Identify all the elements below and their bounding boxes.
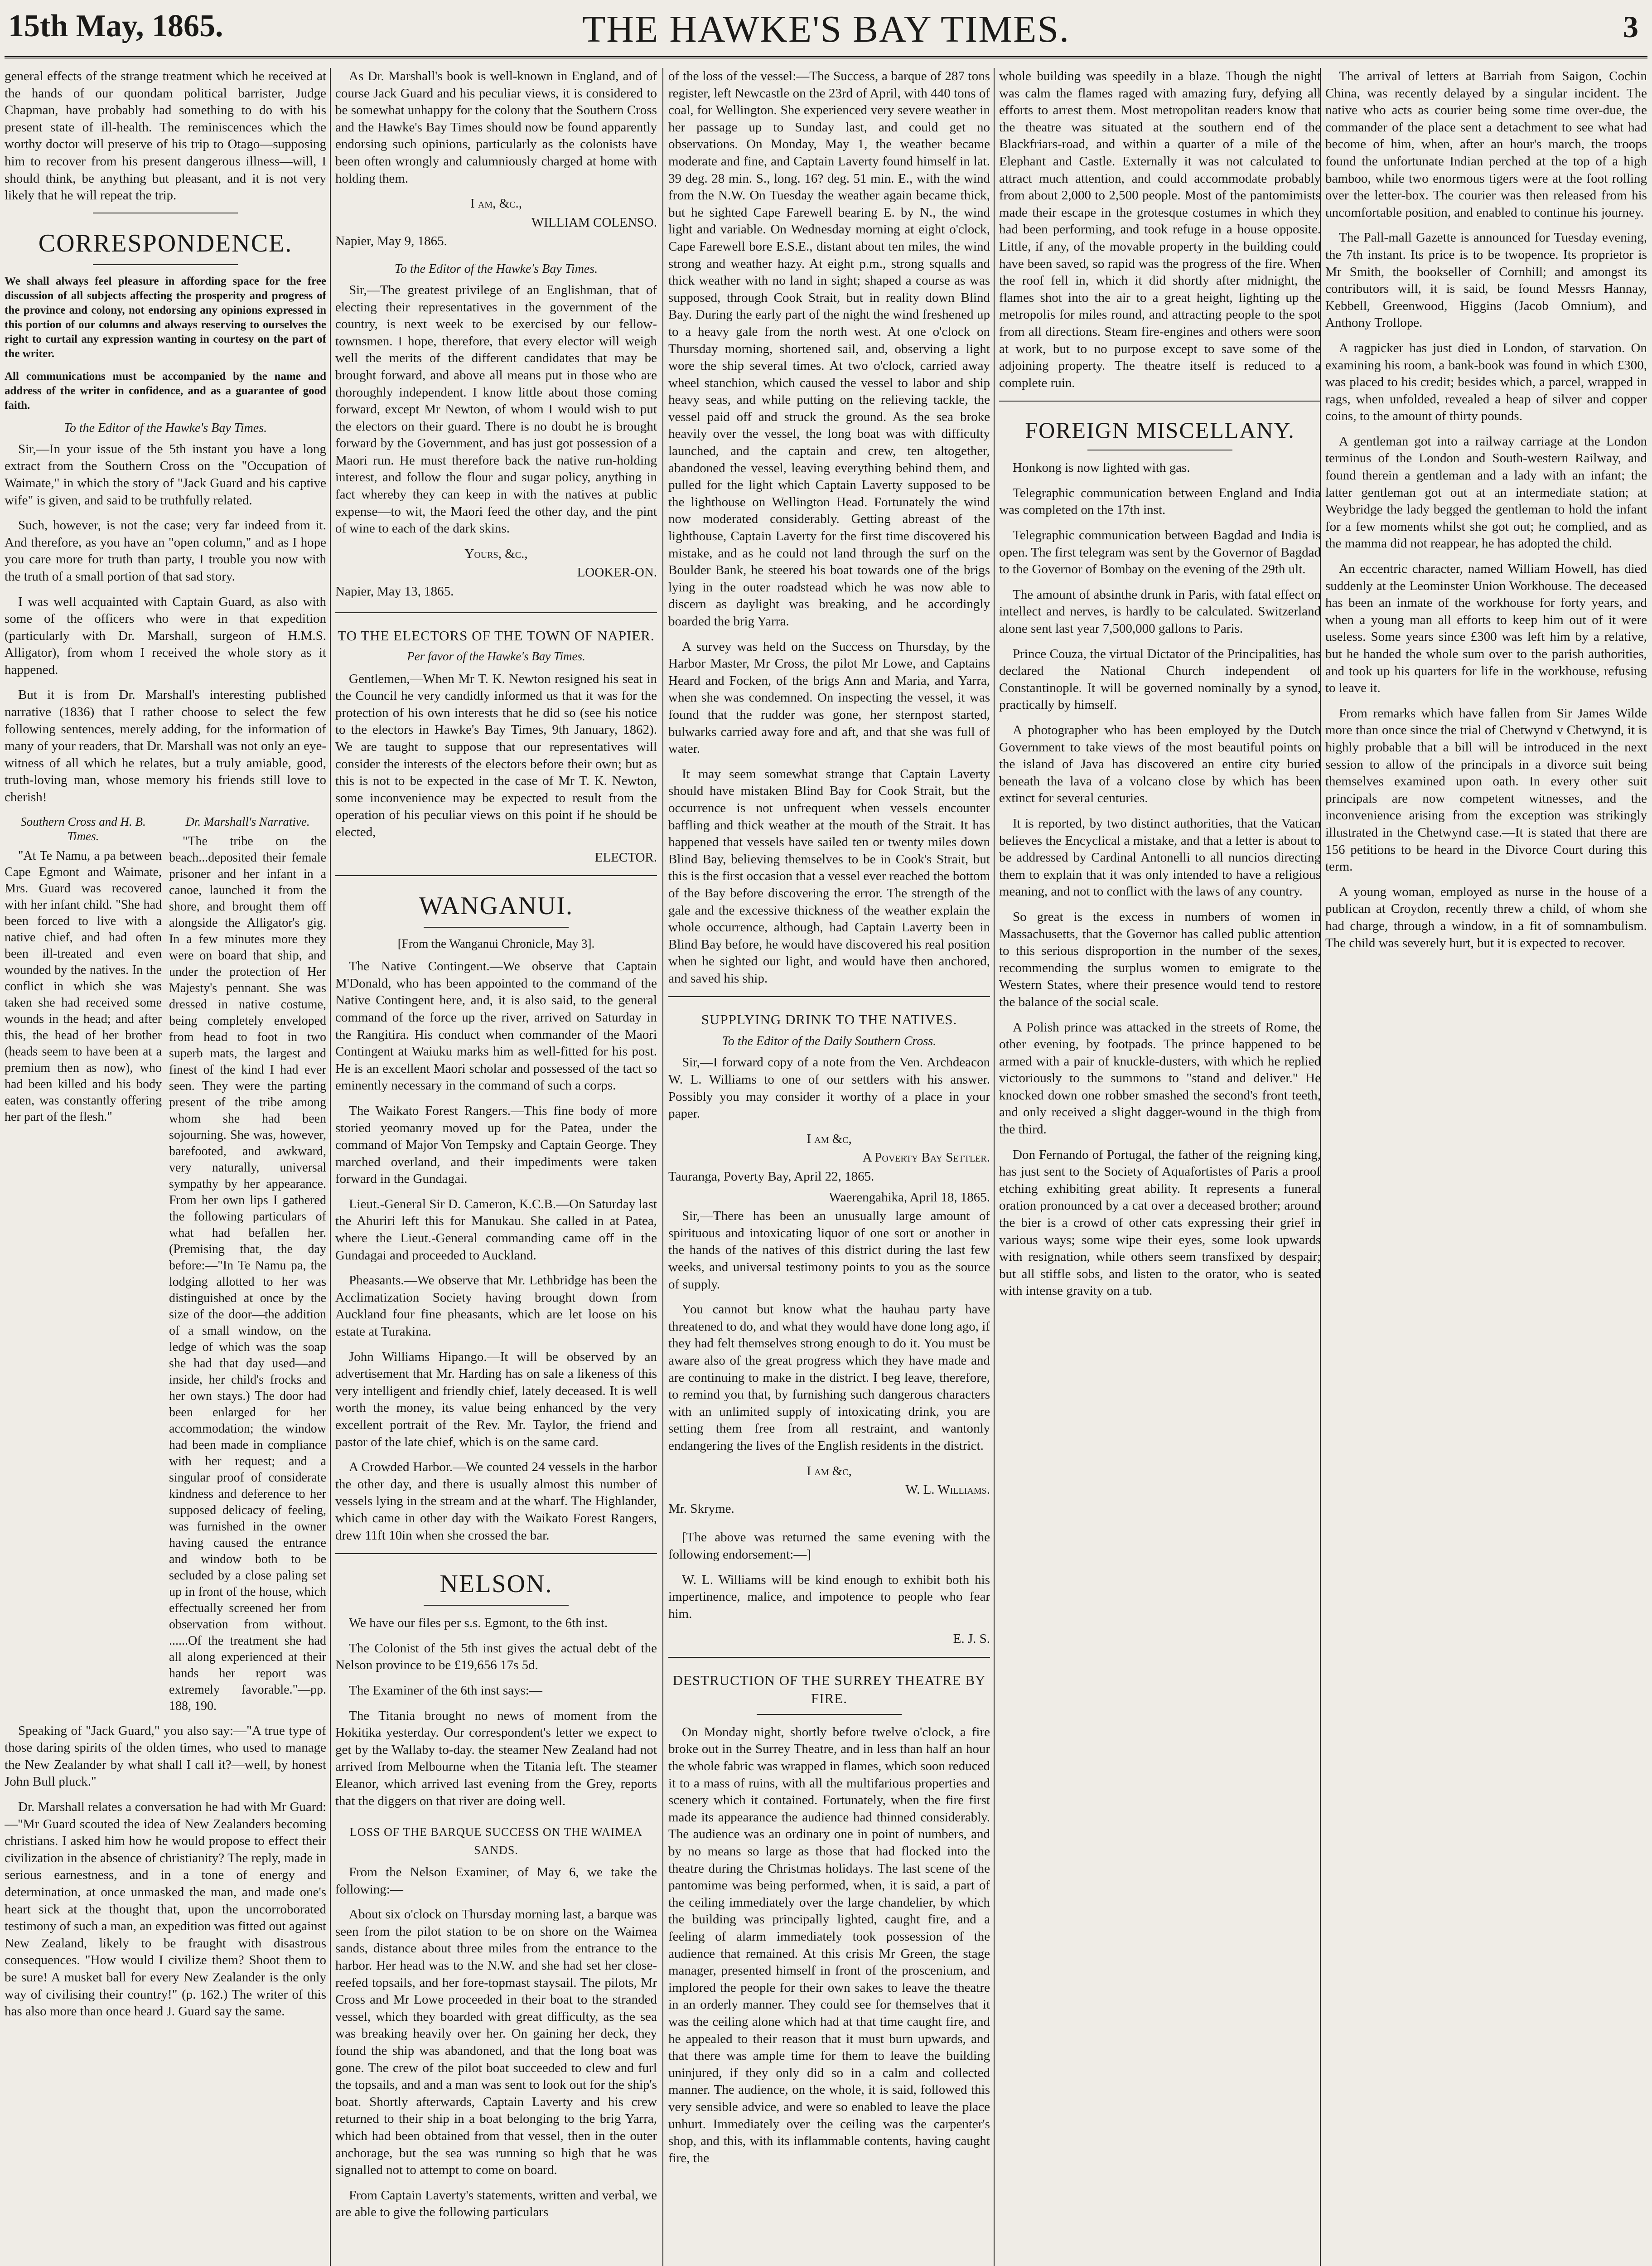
news-item: From Captain Laverty's statements, written and verbal, we are able to give the following particulars bbox=[335, 2188, 657, 2220]
letter-paragraph: As Dr. Marshall's book is well-known in England, and of course Jack Guard and his peculiar views, it is considered to be somewhat unhappy for the colony that the Southern Cross and the Hawke's Bay Times should now be found apparently endorsing such opinions, particularly as the colonists have been often wrongly and calumniously charged at home with holding them. bbox=[335, 69, 657, 186]
news-item: It is reported, by two distinct authorities, that the Vatican believes the Encyclical a mistake, and that a letter is about to be addressed by Cardinal Antonelli to all nuncios directing them to explain that it was only intended to have a religious meaning, and not to conflict with the laws of any country. bbox=[999, 816, 1321, 899]
comparison-left-heading: Southern Cross and H. B. Times. bbox=[20, 814, 146, 843]
letter-paragraph: Such, however, is not the case; very far indeed from it. And therefore, as you have an "open column," and as I hope you care more for truth than party, I trouble you now with the truth of a small portion of that sad story. bbox=[5, 518, 326, 584]
news-item: An eccentric character, named William Howell, has died suddenly at the Leominster Union Workhouse. The deceased has been an inmate of the workhouse for forty years, and when a young man all efforts to keep him out of it were useless. Some years since £300 was left him by a relative, but he handed the whole sum over to the parish authorities, and took up his quarters for life in the workhouse, refusing to leave it. bbox=[1325, 562, 1647, 696]
letter-paragraph: Sir,—There has been an unusually large amount of spirituous and intoxicating liquor of one sort or another in the hands of the natives of this district during the last few weeks, and universal testimony points to you as the source of supply. bbox=[668, 1209, 990, 1292]
letter-closing: I am &c, bbox=[807, 1131, 852, 1146]
section-heading-electors: TO THE ELECTORS OF THE TOWN OF NAPIER. bbox=[338, 627, 655, 644]
divider bbox=[999, 401, 1321, 402]
letter-paragraph: Sir,—In your issue of the 5th instant you have a long extract from the Southern Cross on the "Occupation of Waimate," in which the story of "Jack Guard and his captive wife" is given, and said to be truthfully related. bbox=[5, 441, 326, 508]
letter-place-date: Tauranga, Poverty Bay, April 22, 1865. bbox=[668, 1169, 874, 1184]
divider bbox=[93, 264, 238, 265]
news-item: The arrival of letters at Barriah from Saigon, Cochin China, was recently delayed by a singular incident. The native who acts as courier being some time over-due, the commander of the place sent a detachment to see what had become of him, when, after an hour's march, the troops found the unfortunate Indian perched at the top of a high bamboo, while two enormous tigers were at the foot rolling over the letter-box. The courier was then released from his uncomfortable position, and enabled to continue his journey. bbox=[1325, 69, 1647, 220]
divider bbox=[668, 996, 990, 997]
news-item: Don Fernando of Portugal, the father of the reigning king, has just sent to the Society of Aquafortistes of Paris a proof etching exhibiting great ability. It represents a funeral oration pronounced by a cat over a deceased brother; around the bier is a crowd of other cats expressing their grief in various ways; some wipe their eyes, some look upwards with resignation, while others seem transfixed by despair; but all stiffle sobs, and listen to the orator, who is seated with intense gravity on a tub. bbox=[999, 1147, 1321, 1298]
letter-signature: ELECTOR. bbox=[594, 850, 657, 865]
section-heading-wanganui: WANGANUI. bbox=[419, 892, 573, 920]
issue-date: 15th May, 1865. bbox=[8, 9, 223, 44]
news-item: John Williams Hipango.—It will be observed by an advertisement that Mr. Harding has on sale a likeness of this very intelligent and friendly chief, lately deceased. It is well worth the money, its value being enhanced by the very excellent portrait of the Rev. Mr. Taylor, the friend and pastor of the late chief, which is on the same card. bbox=[335, 1349, 657, 1449]
section-subheading: Per favor of the Hawke's Bay Times. bbox=[407, 649, 585, 663]
letter-paragraph: W. L. Williams will be kind enough to exhibit both his impertinence, malice, and impotence to people who fear him. bbox=[668, 1572, 990, 1621]
news-item: Prince Couza, the virtual Dictator of the Principalities, has declared the National Church independent of Constantinople. It will be governed nominally by a synod, practically by himself. bbox=[999, 646, 1321, 712]
comparison-left-text: "At Te Namu, a pa between Cape Egmont and Waimate, Mrs. Guard was recovered with her infant child. "She had been forced to live with a native chief, and had often been ill-treated and even wounded by the natives. In the conflict in which she was taken she had received some wounds in the head; and after this, the head of her brother (heads seem to have been at a premium then as now), who had been killed and his body eaten, was constantly offering her part of the flesh." bbox=[5, 848, 162, 1124]
source-note: [From the Wanganui Chronicle, May 3]. bbox=[397, 937, 595, 951]
news-item: A ragpicker has just died in London, of starvation. On examining his room, a bank-book was found in which £300, was placed to his credit; besides which, a parcel, wrapped in rags, when unfolded, revealed a heap of silver and copper coins, to the amount of thirty pounds. bbox=[1325, 340, 1647, 424]
article-paragraph: general effects of the strange treatment which he received at the hands of our quondam political barrister, Judge Chapman, have probably had something to do with his present state of ill-health. The reminiscences which the worthy doctor will preserve of his trip to Otago—supposing him to recover from his present dangerous illness—will, I should think, be anything but pleasant, and it is not very likely that he will repeat the trip. bbox=[5, 69, 326, 203]
news-item: So great is the excess in numbers of women in Massachusetts, that the Governor has called public attention to this serious disproportion in the number of the sexes, recommending the surplus women to emigrate to the Western States, where their presence would tend to restore the balance of the social scale. bbox=[999, 909, 1321, 1009]
article-paragraph: On Monday night, shortly before twelve o'clock, a fire broke out in the Surrey Theatre, and in less than half an hour the whole fabric was wrapped in flames, which soon reduced it to a mass of ruins, with all the multifarious properties and scenery which it contained. Fortunately, when the fire first made its appearance the audience had thinned considerably. The audience was an ordinary one in point of numbers, and by no means so large as those that had flocked into the theatre during the Christmas holidays. The last scene of the pantomime was being performed, when, it is said, a part of the ceiling immediately over the large chandelier, by which the building was principally lighted, caught fire, and a feeling of alarm immediately took possession of the audience that remained. At this crisis Mr Green, the stage manager, presented himself in front of the proscenium, and implored the people for their own sakes to leave the theatre in an orderly manner. They could see for themselves that it was the ceiling alone which had at that time caught fire, and he appealed to their reason that it must burn upwards, and that there was ample time for them to leave the building uninjured, if they only did so in a calm and collected manner. The audience, on the whole, it is said, followed this very sensible advice, and were so enabled to leave the place unhurt. Immediately over the ceiling was the carpenter's shop, and this, with its inflammable contents, having caught fire, the bbox=[668, 1724, 990, 2165]
news-item: Telegraphic communication between England and India was completed on the 17th inst. bbox=[999, 485, 1321, 518]
column-4 bbox=[999, 68, 1321, 2266]
letter-paragraph: You cannot but know what the hauhau party have threatened to do, and what they would have done long ago, if they had felt themselves strong enough to do it. You must be aware also of the great progress which they have made and are continuing to make in the district. I beg leave, therefore, to remind you that, by furnishing such dangerous characters with an unlimited supply of intoxicating drink, you are setting them free from all restraint, and wantonly endangering the lives of the English residents in the district. bbox=[668, 1302, 990, 1453]
section-heading-surrey: DESTRUCTION OF THE SURREY THEATRE BY FIRE. bbox=[672, 1672, 986, 1706]
letter-signature: E. J. S. bbox=[953, 1632, 990, 1646]
divider bbox=[335, 875, 657, 876]
news-item: We have our files per s.s. Egmont, to the 6th inst. bbox=[349, 1616, 608, 1631]
news-item: About six o'clock on Thursday morning last, a barque was seen from the pilot station to be on shore on the Waimea sands, distance about three miles from the entrance to the harbor. Her head was to the N.W. and she had set her close-reefed topsails, and her fore-topmast staysail. The pilots, Mr Cross and Mr Lowe proceeded in their boat to the stranded vessel, which they boarded with great difficulty, as the sea was breaking heavily over her. On gaining her deck, they found the ship was abandoned, and that the long boat was gone. The crew of the pilot boat succeeded to clew and furl the topsails, and and a man was sent to look out for the ship's boat. Shortly afterwards, Captain Laverty and his crew returned to their ship in a boat belonging to the brig Yarra, which had been obtained from that vessel, then in the outer anchorage, but the sea was running so high that he was signalled not to attempt to come on board. bbox=[335, 1907, 657, 2178]
letter-paragraph: Sir,—I forward copy of a note from the Ven. Archdeacon W. L. Williams to one of our settlers with his answer. Possibly you may consider it worthy of a place in your paper. bbox=[668, 1055, 990, 1121]
article-paragraph: whole building was speedily in a blaze. Though the night was calm the flames raged with amazing fury, defying all efforts to arrest them. Most metropolitan readers know that the theatre was situated at the southern end of the Blackfriars-road, and within a quarter of a mile of the Elephant and Castle. Externally it was not calculated to attract much attention, and could accommodate probably from about 2,000 to 2,500 people. Most of the pantomimists made their escape in the grotesque costumes in which they had been performing, and took refuge in a house opposite. Little, if any, of the movable property in the building could have been saved, so rapid was the progress of the fire. When the roof fell in, which it did shortly after midnight, the flames shot into the air to a great height, lighting up the metropolis for miles round, and attracting people to the spot from all directions. Steam fire-engines and others were soon at work, but to no purpose except to save some of the adjoining property. The theatre itself is reduced to a complete ruin. bbox=[999, 69, 1321, 390]
section-heading-correspondence: CORRESPONDENCE. bbox=[38, 229, 293, 257]
letter-paragraph: [The above was returned the same evening with the following endorsement:—] bbox=[668, 1530, 990, 1562]
divider bbox=[424, 1605, 569, 1606]
letter-place-date: Napier, May 9, 1865. bbox=[335, 234, 447, 249]
column-5 bbox=[1325, 68, 1647, 2266]
letter-paragraph: Sir,—The greatest privilege of an Englishman, that of electing their representatives in the government of the country, is next week to be exercised by our fellow-townsmen. I hope, therefore, that every elector will weigh well the merits of the different candidates that may be brought forward, and above all means put in those who are thoroughly independent. I know little about those coming forward, except Mr Newton, of whom I would wish to put the electors on their guard. There is no doubt he is brought forward by the Government, and has just got possession of a Maori run. He must therefore back the native run-holding interest, and follow the flour and sugar policy, anything in fact whereby they can keep in with the natives at public expense—to wit, the Maori feed the other day, and the pint of wine to each of the dark skins. bbox=[335, 282, 657, 536]
letter-place-date: Waerengahika, April 18, 1865. bbox=[829, 1190, 990, 1205]
letter-signature: W. L. Williams. bbox=[905, 1482, 990, 1497]
comparison-left bbox=[5, 814, 162, 1723]
article-paragraph: of the loss of the vessel:—The Success, a barque of 287 tons register, left Newcastle on the 23rd of April, with 440 tons of coal, for Wellington. She experienced very severe weather in her passage up to Sunday last, and could get no observations. On Monday, May 1, the weather became moderate and fine, and Captain Laverty found himself in lat. 39 deg. 28 min. S., long. 16? deg. 51 min. E., with the wind from the N.W. On Tuesday the weather again became thick, but he sighted Cape Farewell bearing E. by N., the wind light and variable. On Wednesday morning at eight o'clock, Cape Farewell bore E.S.E., distant about ten miles, the wind strong and weather hazy. At eight p.m., strong squalls and thick weather with no land in sight; shaped a course as was supposed, through Cook Strait, but in reality down Blind Bay. During the early part of the night the wind freshened up to a heavy gale from the north west. At one o'clock on Thursday morning, shortened sail, and, observing a light wore the ship several times. At two o'clock, carried away wheel stanchion, which caused the vessel to labor and ship heavy seas, and while putting on the relieving tackle, the vessel paid off and struck the ground. As the sea broke heavily over the vessel, the long boat was with difficulty launched, and the captain and crew, ten altogether, abandoned the vessel, leaving everything behind them, and pulled for the light which Captain Laverty supposed to be the lighthouse on Wellington Head. Fortunately the wind now moderated considerably. Getting abreast of the lighthouse, Captain Laverty for the first time discovered his mistake, and as he could not land through the surf on the Boulder Bank, he steered his boat towards one of the brigs lying in the outer roadstead which he was now able to discern as daylight was breaking, and he accordingly boarded the brig Yarra. bbox=[668, 69, 990, 629]
letter-signature: LOOKER-ON. bbox=[577, 565, 657, 580]
comparison-right-heading: Dr. Marshall's Narrative. bbox=[185, 814, 310, 828]
column-2 bbox=[335, 68, 657, 2266]
news-item: From remarks which have fallen from Sir James Wilde more than once since the trial of Chetwynd v Chetwynd, it is highly probable that a bill will be introduced in the next session to allow of the principals in a divorce suit being themselves examined upon oath. In every other suit principals are now competent witnesses, and the inconvenience arising from the exception was strikingly illustrated in the Chetwynd case.—It is stated that there are 156 petitions to be heard in the Divorce Court during this term. bbox=[1325, 706, 1647, 874]
newspaper-title: THE HAWKE'S BAY TIMES. bbox=[582, 8, 1070, 50]
news-item: A Crowded Harbor.—We counted 24 vessels in the harbor the other day, and there is usually almost this number of vessels lying in the stream and at the wharf. The Highlander, which came in other day with the Waikato Forest Rangers, drew 11ft 10in when she crossed the bar. bbox=[335, 1460, 657, 1543]
letter-signature: A Poverty Bay Settler. bbox=[862, 1150, 990, 1165]
news-item: The amount of absinthe drunk in Paris, with fatal effect on intellect and nerves, is hardly to be calculated. Switzerland alone sent last year 7,500,000 gallons to Paris. bbox=[999, 587, 1321, 636]
news-item: A photographer who has been employed by the Dutch Government to take views of the most beautiful points on the island of Java has discovered an entire city buried beneath the lava of a volcano close by which has been extinct for several centuries. bbox=[999, 723, 1321, 806]
comparison-columns bbox=[5, 814, 326, 1723]
column-3 bbox=[668, 68, 990, 2266]
news-item: Honkong is now lighted with gas. bbox=[1013, 460, 1190, 475]
letter-paragraph: But it is from Dr. Marshall's interesting published narrative (1836) that I rather choose to select the few following sentences, merely adding, for the information of many of your readers, that Dr. Marshall was not only an eye-witness of all which he relates, but a truly amiable, good, truth-loving man, whose memory his friends still love to cherish! bbox=[5, 688, 326, 805]
divider bbox=[757, 1714, 902, 1715]
news-item: Pheasants.—We observe that Mr. Lethbridge has been the Acclimatization Society having brought down from Auckland four fine pheasants, which are let loose on his estate at Turakina. bbox=[335, 1273, 657, 1339]
news-item: The Pall-mall Gazette is announced for Tuesday evening, the 7th instant. Its price is to be twopence. Its proprietor is Mr Smith, the bookseller of Cornhill; and amongst its contributors will, it is said, be found Messrs Hannay, Kebbell, Greenwood, Higgins (Jacob Omnium), and Anthony Trollope. bbox=[1325, 230, 1647, 330]
article-paragraph: Gentlemen,—When Mr T. K. Newton resigned his seat in the Council he very candidly informed us that it was for the protection of his own interests that he did so (see his notice to the electors in Hawke's Bay Times, 9th January, 1862). We are taught to suppose that our representatives will consider the interests of the electors before their own; but as this is not to be expected in the case of Mr T. K. Newton, some inconvenience may be expected to result from the operation of his peculiar views on this point if he should be elected, bbox=[335, 671, 657, 839]
comparison-right bbox=[169, 814, 326, 1723]
column-1 bbox=[5, 68, 326, 2266]
article-paragraph: It may seem somewhat strange that Captain Laverty should have mistaken Blind Bay for Cook Strait, but the occurrence is not unfrequent when vessels encounter baffling and thick weather at the mouth of the Strait. It has happened that vessels have sailed ten or twenty miles down Blind Bay, believing themselves to be in Cook's Strait, but this is the first occasion that a vessel ever reached the bottom of the Bay before discovering the error. The strength of the gale and the excessive thickness of the weather explain the whole occurrence, although, had Captain Laverty been in Blind Bay before, he would have discovered his real position when he sighted our light, and would have then anchored, and saved his ship. bbox=[668, 766, 990, 986]
letter-recipient: Mr. Skryme. bbox=[668, 1501, 734, 1516]
news-item: The Examiner of the 6th inst says:— bbox=[349, 1683, 542, 1698]
news-item: A Polish prince was attacked in the streets of Rome, the other evening, by footpads. The prince happened to be armed with a pair of knuckle-dusters, with which he replied victoriously to the summons to "stand and deliver." He knocked down one robber smashed the second's front teeth, and only received a slight dagger-wound in the thigh from the third. bbox=[999, 1020, 1321, 1137]
letter-paragraph: I was well acquainted with Captain Guard, as also with some of the officers who were in that expedition (particularly with Dr. Marshall, surgeon of H.M.S. Alligator), from whom I received the whole story as it happened. bbox=[5, 594, 326, 677]
letter-address: To the Editor of the Hawke's Bay Times. bbox=[394, 261, 598, 276]
letter-address: To the Editor of the Hawke's Bay Times. bbox=[63, 421, 267, 435]
divider bbox=[668, 1657, 990, 1658]
news-item: From the Nelson Examiner, of May 6, we take the following:— bbox=[335, 1865, 657, 1897]
news-item: A gentleman got into a railway carriage at the London terminus of the London and South-western Railway, and found therein a gentleman and a lady with an infant; the latter gentleman got out at an intermediate station; at Weybridge the lady begged the gentleman to hold the infant for a few moments whilst she got out; he complied, and as the mamma did not reappear, he has adopted the child. bbox=[1325, 434, 1647, 551]
subsection-heading: LOSS OF THE BARQUE SUCCESS ON THE WAIMEA SANDS. bbox=[349, 1825, 643, 1857]
column-rule bbox=[994, 68, 995, 2266]
editorial-notice: All communications must be accompanied by the name and address of the writer in confidence, and as a guarantee of good faith. bbox=[5, 370, 326, 412]
divider bbox=[424, 927, 569, 928]
divider bbox=[335, 1553, 657, 1554]
news-item: A young woman, employed as nurse in the house of a publican at Croydon, recently threw a child, of whom she had charge, through a window, in a fit of somnambulism. The child was severely hurt, but it is expected to recover. bbox=[1325, 884, 1647, 950]
news-item: Lieut.-General Sir D. Cameron, K.C.B.—On Saturday last the Ahuriri left this for Manukau. She called in at Patea, where the Lieut.-General commanding came off in the Gundagai and proceeded to Auckland. bbox=[335, 1196, 657, 1263]
divider bbox=[335, 612, 657, 613]
letter-paragraph: Speaking of "Jack Guard," you also say:—"A true type of those daring spirits of the olden times, who used to manage the New Zealander by what shall I call it?—well, by honest John Bull pluck." bbox=[5, 1723, 326, 1789]
column-rule bbox=[662, 68, 663, 2266]
letter-place-date: Napier, May 13, 1865. bbox=[335, 584, 454, 599]
news-item: The Waikato Forest Rangers.—This fine body of more storied yeomanry moved up for the Patea, under the command of Major Von Tempsky and Captain George. They marched overland, and their impediments were taken forward in the Gundagai. bbox=[335, 1103, 657, 1186]
news-item: The Titania brought no news of moment from the Hokitika yesterday. Our correspondent's letter we expect to get by the Wallaby to-day. the steamer New Zealand had not arrived from Melbourne when the Titania left. The steamer Eleanor, which arrived last evening from the Grey, reports that the diggers on that river are doing well. bbox=[335, 1708, 657, 1808]
letter-address: To the Editor of the Daily Southern Cross. bbox=[722, 1034, 937, 1049]
letter-paragraph: Dr. Marshall relates a conversation he had with Mr Guard:—"Mr Guard scouted the idea of New Zealanders becoming christians. I asked him how he would propose to effect their civilization in the absence of christianity? The reply, made in serious earnestness, and in a tone of energy and determination, at once unmasked the man, and made one's heart sick at the thought that, upon the uncorroborated testimony of such a man, an expedition was fitted out against New Zealand, likely to be fraught with disastrous consequences. "How would I civilize them? Shoot them to be sure! A musket ball for every New Zealander is the only way of civilising their country!" (p. 162.) The writer of this has also more than once heard J. Guard say the same. bbox=[5, 1800, 326, 2019]
news-item: Telegraphic communication between Bagdad and India is open. The first telegram was sent by the Governor of Bagdad to the Governor of Bombay on the evening of the 29th ult. bbox=[999, 528, 1321, 577]
letter-closing: I am &c, bbox=[807, 1463, 852, 1478]
news-item: The Colonist of the 5th inst gives the actual debt of the Nelson province to be £19,656 17s 5d. bbox=[335, 1641, 657, 1673]
letter-signature: WILLIAM COLENSO. bbox=[531, 215, 657, 230]
section-heading-drink: SUPPLYING DRINK TO THE NATIVES. bbox=[701, 1012, 957, 1028]
section-heading-foreign: FOREIGN MISCELLANY. bbox=[1025, 417, 1295, 443]
page-number: 3 bbox=[1623, 10, 1638, 44]
editorial-notice: We shall always feel pleasure in affording space for the free discussion of all subjects affecting the prosperity and progress of the province and colony, not endorsing any opinions expressed in this portion of our columns and always reserving to ourselves the right to curtail any expression wanting in courtesy on the part of the writer. bbox=[5, 275, 326, 360]
masthead bbox=[5, 3, 1647, 58]
letter-closing: Yours, &c., bbox=[464, 546, 528, 561]
letter-closing: I am, &c., bbox=[470, 196, 522, 211]
article-paragraph: A survey was held on the Success on Thursday, by the Harbor Master, Mr Cross, the pilot Mr Lowe, and Captains Heard and Focken, of the brigs Ann and Maria, and Yarra, when she was condemned. On inspecting the vessel, it was found that the rudder was gone, her sternpost started, bulwarks carried away fore and aft, and that she was full of water. bbox=[668, 639, 990, 756]
section-heading-nelson: NELSON. bbox=[440, 1570, 553, 1598]
column-rule bbox=[330, 68, 331, 2266]
news-item: The Native Contingent.—We observe that Captain M'Donald, who has been appointed to the command of the Native Contingent here, and, it is also said, to the general command of the force up the river, arrived on Saturday in the Rangitira. His conduct when commander of the Maori Contingent at Waiuku marks him as well-fitted for his post. He is an excellent Maori scholar and possessed of the tact so eminently necessary in the command of such a corps. bbox=[335, 959, 657, 1093]
comparison-right-text: "The tribe on the beach...deposited their female prisoner and her infant in a canoe, launched it from the shore, and brought them off alongside the Alligator's gig. In a few minutes more they were on board that ship, and under the protection of Her Majesty's pennant. She was dressed in native costume, being completely enveloped from head to foot in two superb mats, the largest and finest of the kind I had ever seen. They were the parting present of the tribe among whom she had been sojourning. She was, however, barefooted, and awkward, very naturally, universal sympathy by her appearance. From her own lips I gathered the following particulars of what had befallen her. (Premising that, the day before:—"In Te Namu pa, the lodging allotted to her was distinguished at once by the size of the door—the addition of a small window, on the ledge of which was the soap she had that day used—and inside, her child's frocks and her own stays.) The door had been enlarged for her accommodation; the window had been made in compliance with her request; and a singular proof of considerate kindness and deference to her supposed delicacy of feeling, was furnished in the owner having caused the entrance and window both to be secluded by a close paling set up in front of the house, which effectually screened her from observation from without. ......Of the treatment she had all along experienced at their hands her report was extremely favorable."—pp. 188, 190. bbox=[169, 834, 326, 1713]
